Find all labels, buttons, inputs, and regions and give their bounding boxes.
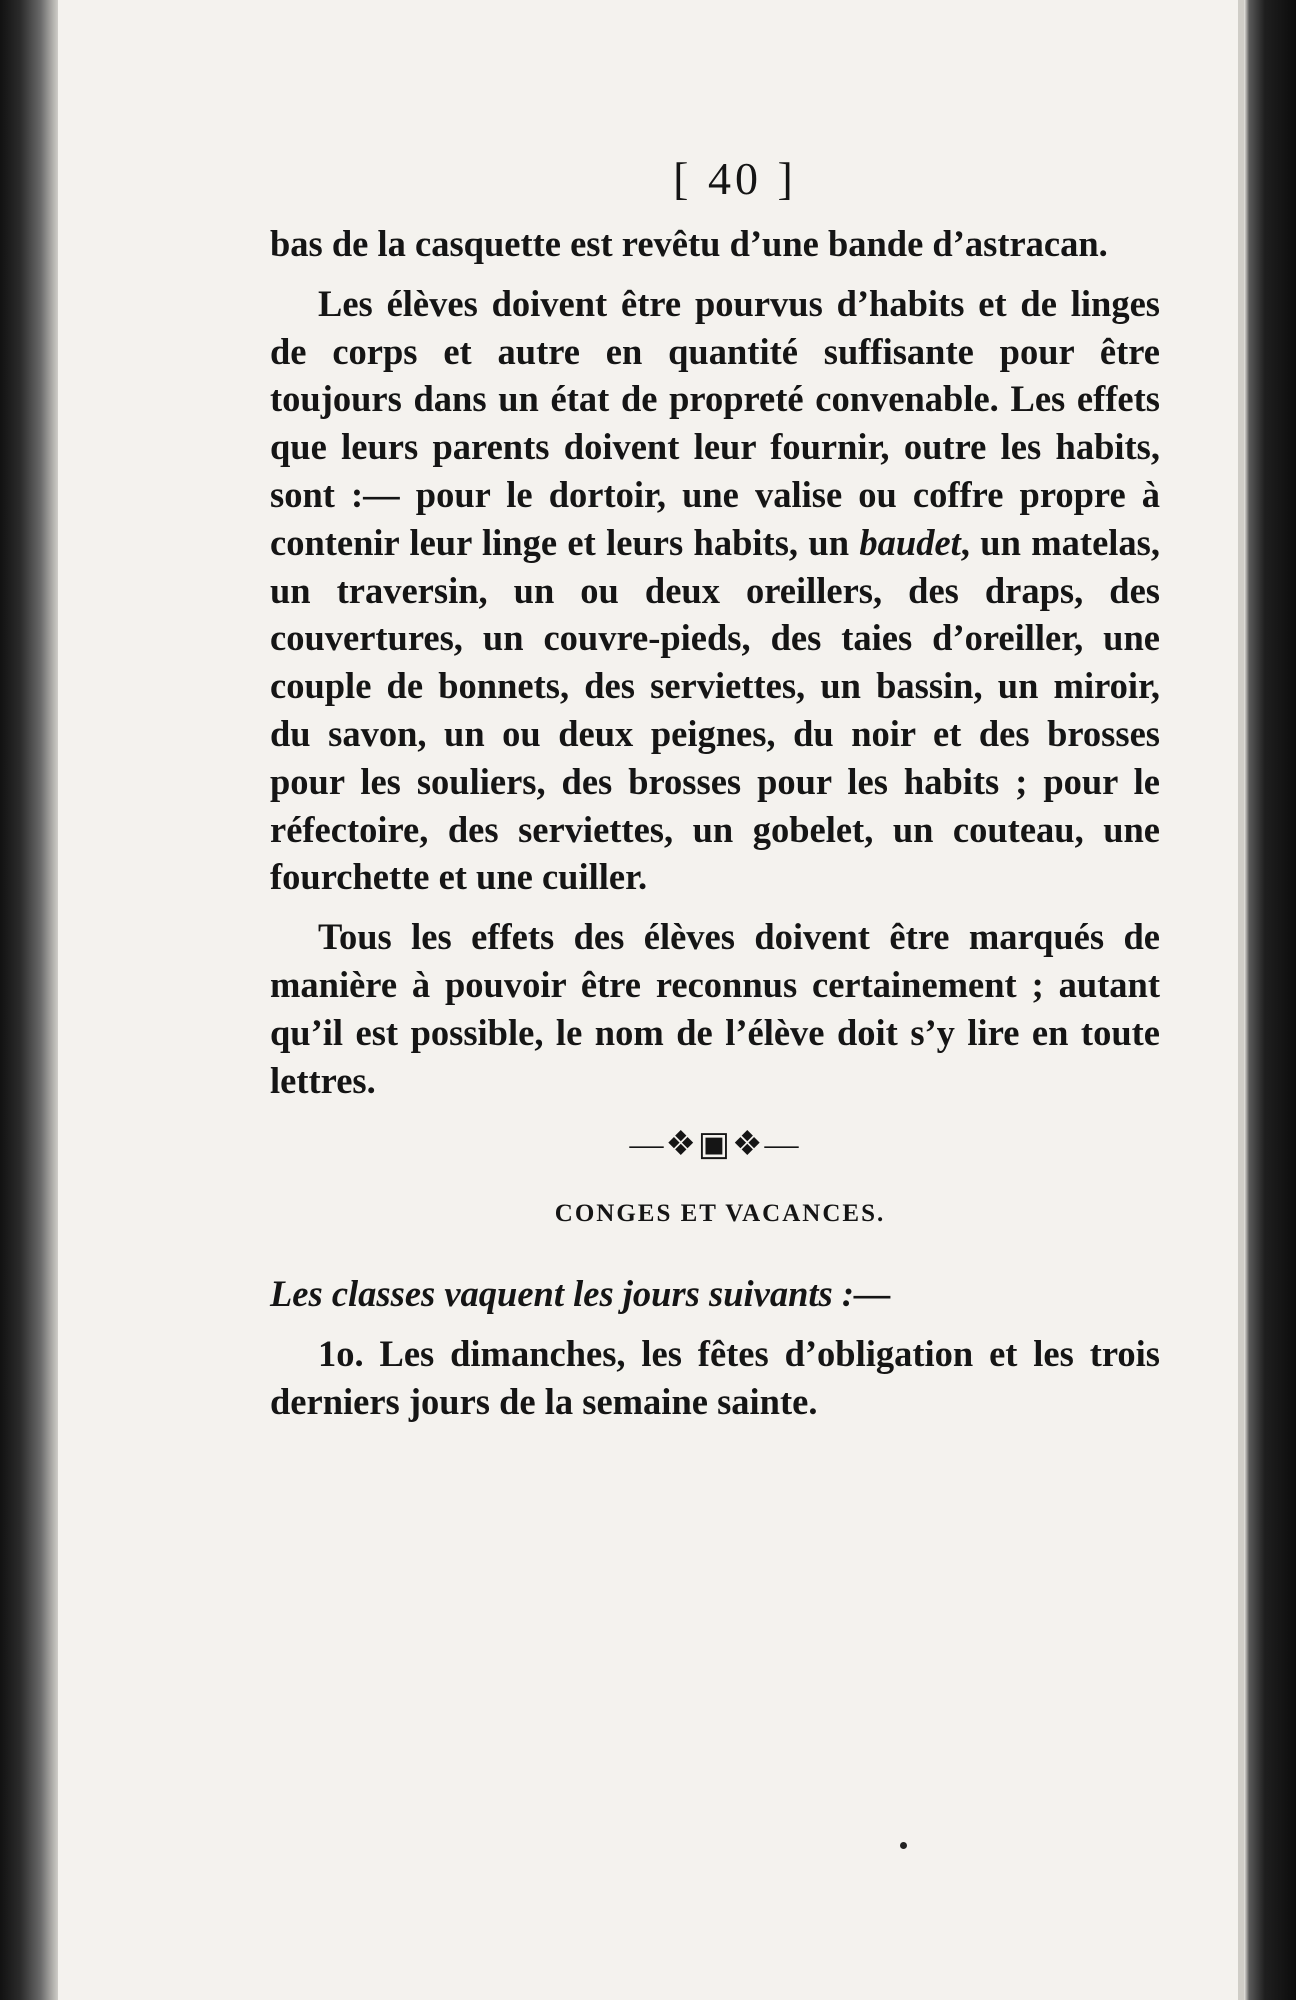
book-gutter-right [1244,0,1296,2000]
page-number: [ 40 ] [673,153,797,204]
ink-speck [900,1842,907,1849]
section-heading: CONGES ET VACANCES. [554,1200,886,1228]
page-content [270,150,1160,1438]
intro-line: Les classes vaquent les jours suivants :— [270,1273,891,1315]
italic-word-baudet: baudet [859,521,961,563]
book-binding-left [0,0,58,2000]
paragraph-clothing-list-part1: Les élèves doivent être pourvus d’habits et de linges de corps et autre en quantité suffisante pour être toujours dans un état de propreté convenable. Les effets que leurs parents doivent leur fournir, outre les habits, sont :— pour le dortoir, une valise ou coffre propre à contenir leur linge et leurs habits, un [270,282,1160,563]
paragraph-marking-effects: Tous les effets des élèves doivent être marqués de manière à pouvoir être reconnus certainement ; autant qu’il est possible, le nom de l’élève doit s’y lire en toute lettres. [270,916,1160,1101]
paragraph-clothing-list [270,280,1160,901]
list-item-1: 1o. Les dimanches, les fêtes d’obligation et les trois derniers jours de la semaine sainte. [270,1333,1160,1422]
body-text [270,220,1160,1104]
paragraph-continuation: bas de la casquette est revêtu d’une bande d’astracan. [270,223,1108,264]
paragraph-clothing-list-part2: , un matelas, un traversin, un ou deux oreillers, des draps, des couvertures, un couvre-pieds, des taies d’oreiller, une couple de bonnets, des serviettes, un bassin, un miroir, du savon, un ou deux peignes, du noir et des brosses pour les souliers, des brosses pour les habits ; pour le réfectoire, des serviettes, un gobelet, un couteau, une fourchette et une cuiller. [270,521,1160,898]
body-text-section [270,1270,1160,1425]
ornamental-divider: —❖▣❖— [629,1126,801,1164]
